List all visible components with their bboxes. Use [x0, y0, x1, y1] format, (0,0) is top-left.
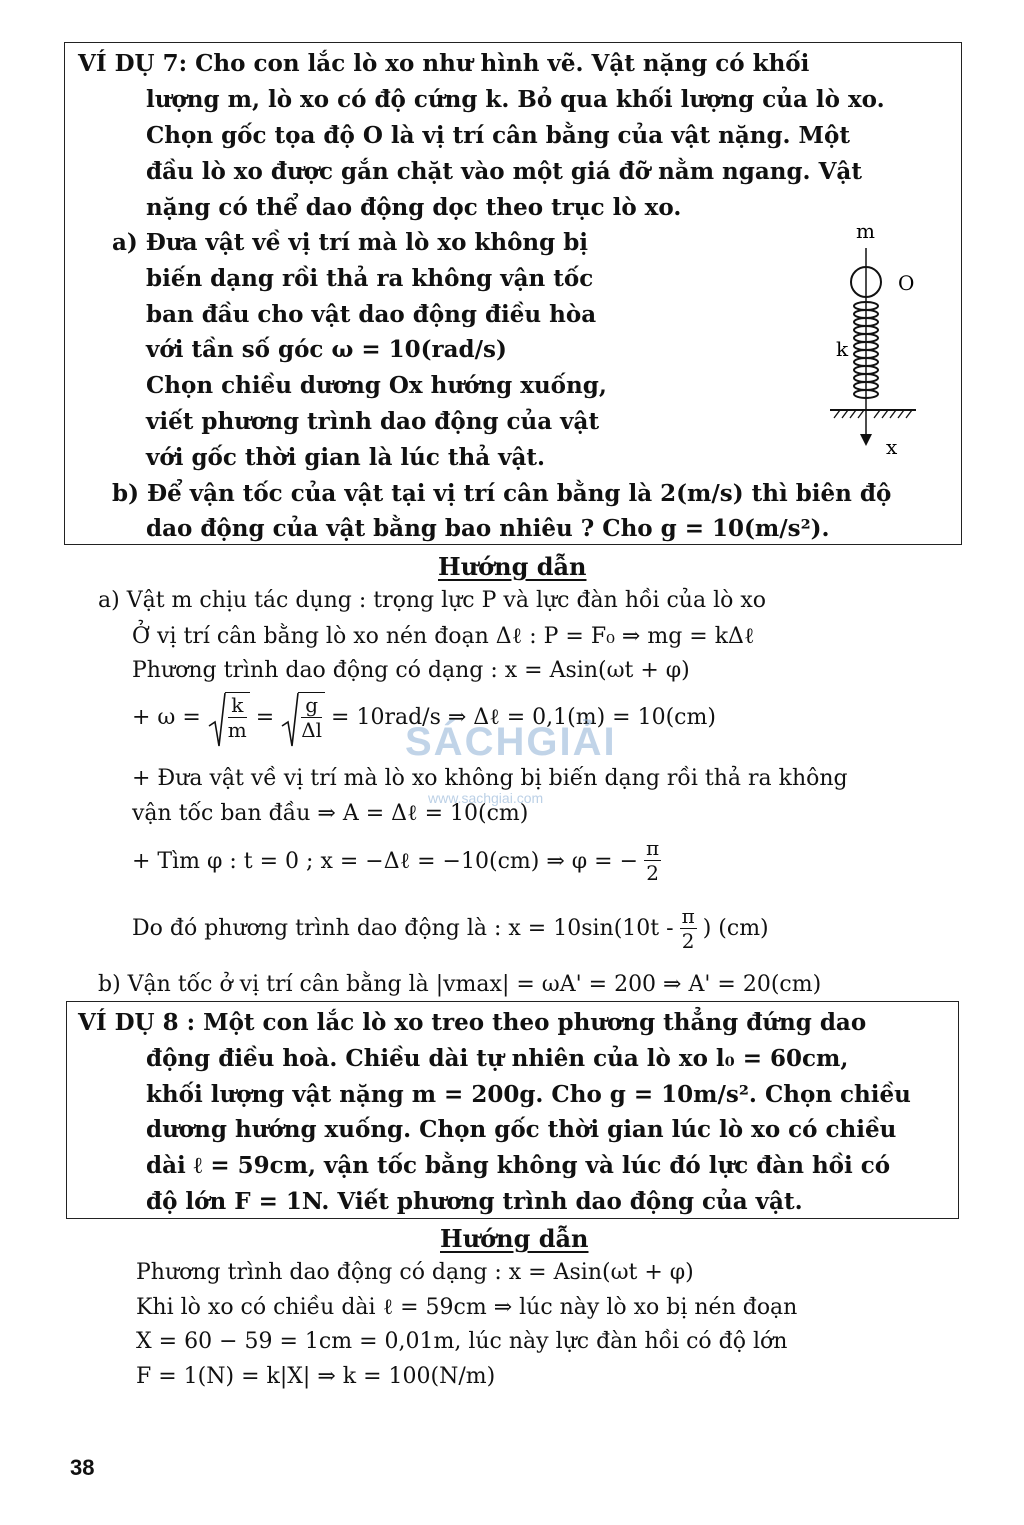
guide-2-line-3: X = 60 − 59 = 1cm = 0,01m, lúc này lực đàn hồi có độ lớn [136, 1329, 788, 1354]
ex8-line-5: dài ℓ = 59cm, vận tốc bằng không và lúc đó lực đàn hồi có [146, 1152, 891, 1179]
ex7-part-a-line-2: biến dạng rồi thả ra không vận tốc [146, 265, 594, 292]
frac-k-den: m [227, 718, 247, 742]
equation-suffix: ) (cm) [702, 916, 769, 941]
ex8-line-4: dương hướng xuống. Chọn gốc thời gian lúc lò xo có chiều [146, 1116, 897, 1143]
guide-1-equation-line [132, 904, 769, 953]
ex7-part-a-line-3: ban đầu cho vật dao động điều hòa [146, 301, 597, 328]
guide-1-heading: Hướng dẫn [438, 552, 587, 581]
equals-sign: = [255, 704, 275, 730]
frac-g-num: g [301, 693, 322, 718]
spring-pendulum-figure [820, 218, 930, 463]
ex8-line-3: khối lượng vật nặng m = 200g. Cho g = 10m/s². Chọn chiều [146, 1081, 911, 1108]
ex7-part-a-line-5: Chọn chiều dương Ox hướng xuống, [146, 372, 607, 399]
figure-label-o: O [898, 271, 915, 295]
guide-1-phi-line [132, 836, 661, 885]
support-hatch [834, 410, 912, 418]
frac-pi-over-2-a [644, 836, 661, 885]
equation-prefix: Do đó phương trình dao động là : x = 10sin(10t - [132, 916, 674, 941]
figure-label-m: m [856, 219, 875, 243]
sqrt-k-over-m [207, 692, 250, 742]
ex7-part-a-line-1: a) Đưa vật về vị trí mà lò xo không bị [112, 229, 589, 256]
watermark-logo: SÁCHGIẢI [405, 720, 617, 764]
guide-1-line-6: vận tốc ban đầu ⇒ A = Δℓ = 10(cm) [132, 801, 529, 826]
ex7-line-5: nặng có thể dao động dọc theo trục lò xo. [146, 194, 682, 221]
guide-1-line-2: Ở vị trí cân bằng lò xo nén đoạn Δℓ : P = F₀ ⇒ mg = kΔℓ [132, 624, 755, 649]
ex8-line-2: động điều hoà. Chiều dài tự nhiên của lò xo l₀ = 60cm, [146, 1045, 849, 1072]
figure-label-x: x [886, 435, 898, 459]
ex7-part-a-line-4: với tần số góc ω = 10(rad/s) [146, 336, 507, 363]
ex7-line-1: VÍ DỤ 7: Cho con lắc lò xo như hình vẽ. Vật nặng có khối [78, 50, 810, 77]
guide-2-heading: Hướng dẫn [440, 1224, 589, 1253]
guide-1-line-1: a) Vật m chịu tác dụng : trọng lực P và lực đàn hồi của lò xo [98, 588, 767, 613]
guide-2-line-1: Phương trình dao động có dạng : x = Asin(ωt + φ) [136, 1260, 694, 1285]
figure-label-k: k [836, 337, 849, 361]
ex8-line-6: độ lớn F = 1N. Viết phương trình dao động của vật. [146, 1188, 803, 1215]
page-number: 38 [70, 1455, 95, 1480]
ex7-line-4: đầu lò xo được gắn chặt vào một giá đỡ nằm ngang. Vật [146, 158, 862, 185]
ex8-line-1: VÍ DỤ 8 : Một con lắc lò xo treo theo phương thẳng đứng dao [78, 1009, 867, 1036]
axis-arrow [860, 434, 872, 446]
ex7-line-3: Chọn gốc tọa độ O là vị trí cân bằng của vật nặng. Một [146, 122, 850, 149]
frac-g-den: Δl [301, 718, 323, 742]
frac-pi-over-2-b [680, 904, 697, 953]
ex7-part-b-line-2: dao động của vật bằng bao nhiêu ? Cho g = 10(m/s²). [146, 515, 830, 542]
watermark-url: www.sachgiai.com [428, 790, 544, 806]
sqrt-g-over-dl [280, 692, 325, 742]
ex7-part-a-line-6: viết phương trình dao động của vật [146, 408, 600, 435]
pi-num-b: π [681, 904, 695, 928]
frac-k-num: k [228, 693, 247, 718]
guide-1-line-9: b) Vận tốc ở vị trí cân bằng là |vmax| = ωA' = 200 ⇒ A' = 20(cm) [98, 972, 822, 997]
omega-prefix: + ω = [132, 704, 201, 730]
guide-1-line-3: Phương trình dao động có dạng : x = Asin(ωt + φ) [132, 658, 690, 683]
ex7-line-2: lượng m, lò xo có độ cứng k. Bỏ qua khối lượng của lò xo. [146, 86, 885, 113]
guide-1-line-5: + Đưa vật về vị trí mà lò xo không bị biến dạng rồi thả ra không [132, 766, 848, 791]
phi-prefix: + Tìm φ : t = 0 ; x = −Δℓ = −10(cm) ⇒ φ = − [132, 848, 639, 874]
ex7-part-a-line-7: với gốc thời gian là lúc thả vật. [146, 444, 546, 471]
guide-2-line-4: F = 1(N) = k|X| ⇒ k = 100(N/m) [136, 1364, 496, 1389]
omega-suffix: = 10rad/s ⇒ Δℓ = 0,1(m) = 10(cm) [331, 705, 716, 730]
two-den-a: 2 [646, 861, 659, 885]
pi-num-a: π [646, 836, 660, 860]
two-den-b: 2 [681, 929, 695, 953]
guide-2-line-2: Khi lò xo có chiều dài ℓ = 59cm ⇒ lúc này lò xo bị nén đoạn [136, 1295, 798, 1320]
ex7-part-b-line-1: b) Để vận tốc của vật tại vị trí cân bằng là 2(m/s) thì biên độ [112, 480, 892, 507]
